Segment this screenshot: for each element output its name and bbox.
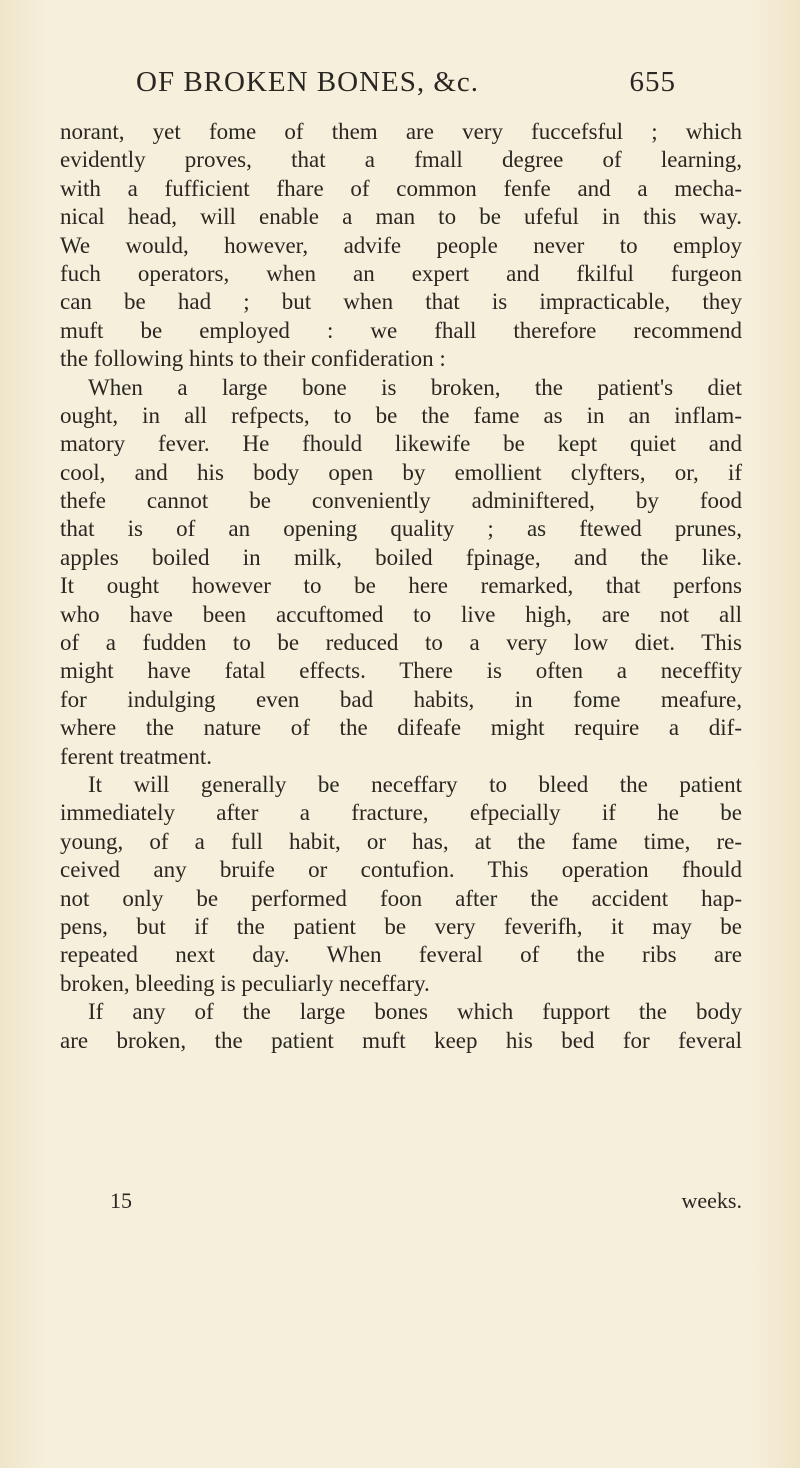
text-line: If any of the large bones which fupport the body	[88, 999, 742, 1025]
text-line: broken, bleeding is peculiarly neceffary.	[60, 970, 430, 996]
catchword: weeks.	[681, 1188, 742, 1213]
text-line: might have fatal effects. There is often a neceffity	[60, 658, 742, 684]
page-number: 655	[629, 66, 676, 98]
catchline	[60, 1188, 742, 1218]
text-line: muft be employed : we fhall therefore recommend	[60, 317, 742, 343]
text-line: who have been accuftomed to live high, are not all	[60, 601, 742, 627]
text-line: repeated next day. When feveral of the ribs are	[60, 942, 742, 968]
text-line: with a fufficient fhare of common fenfe and a mecha-	[60, 175, 742, 201]
text-line: evidently proves, that a fmall degree of learning,	[60, 147, 742, 173]
page-header	[136, 66, 676, 106]
running-title: OF BROKEN BONES, &c.	[136, 66, 480, 98]
text-line: nical head, will enable a man to be ufeful in this way.	[60, 204, 742, 230]
text-line: for indulging even bad habits, in fome meafure,	[60, 686, 742, 712]
text-line: are broken, the patient muft keep his bed for feveral	[60, 1027, 742, 1053]
text-line: apples boiled in milk, boiled fpinage, and the like.	[60, 544, 742, 570]
text-line: fuch operators, when an expert and fkilful furgeon	[60, 260, 742, 286]
text-line: that is of an opening quality ; as ftewed prunes,	[60, 516, 742, 542]
text-line: immediately after a fracture, efpecially if he be	[60, 800, 742, 826]
text-line: the following hints to their confideration :	[60, 346, 446, 372]
text-line: When a large bone is broken, the patient's diet	[88, 374, 742, 400]
text-line: not only be performed foon after the accident hap-	[60, 885, 742, 911]
text-line: matory fever. He fhould likewife be kept quiet and	[60, 431, 742, 457]
text-line: cool, and his body open by emollient clyfters, or, if	[60, 459, 742, 485]
text-line: pens, but if the patient be very feverifh, it may be	[60, 913, 742, 939]
text-line: of a fudden to be reduced to a very low diet. This	[60, 630, 742, 656]
text-line: can be had ; but when that is impracticable, they	[60, 289, 742, 315]
text-line: It ought however to be here remarked, that perfons	[60, 573, 742, 599]
text-line: ought, in all refpects, to be the fame as in an inflam-	[60, 402, 742, 428]
text-line: It will generally be neceffary to bleed the patient	[88, 771, 742, 797]
text-line: ceived any bruife or contufion. This operation fhould	[60, 857, 742, 883]
text-line: norant, yet fome of them are very fuccefsful ; which	[60, 119, 742, 144]
signature-mark: 15	[110, 1188, 132, 1213]
text-line: young, of a full habit, or has, at the fame time, re-	[60, 828, 742, 854]
text-line: ferent treatment.	[60, 743, 212, 769]
text-line: We would, however, advife people never to employ	[60, 232, 742, 258]
body-text	[60, 118, 742, 1055]
text-line: where the nature of the difeafe might require a dif-	[60, 715, 742, 741]
text-line: thefe cannot be conveniently adminiftered, by food	[60, 488, 742, 514]
